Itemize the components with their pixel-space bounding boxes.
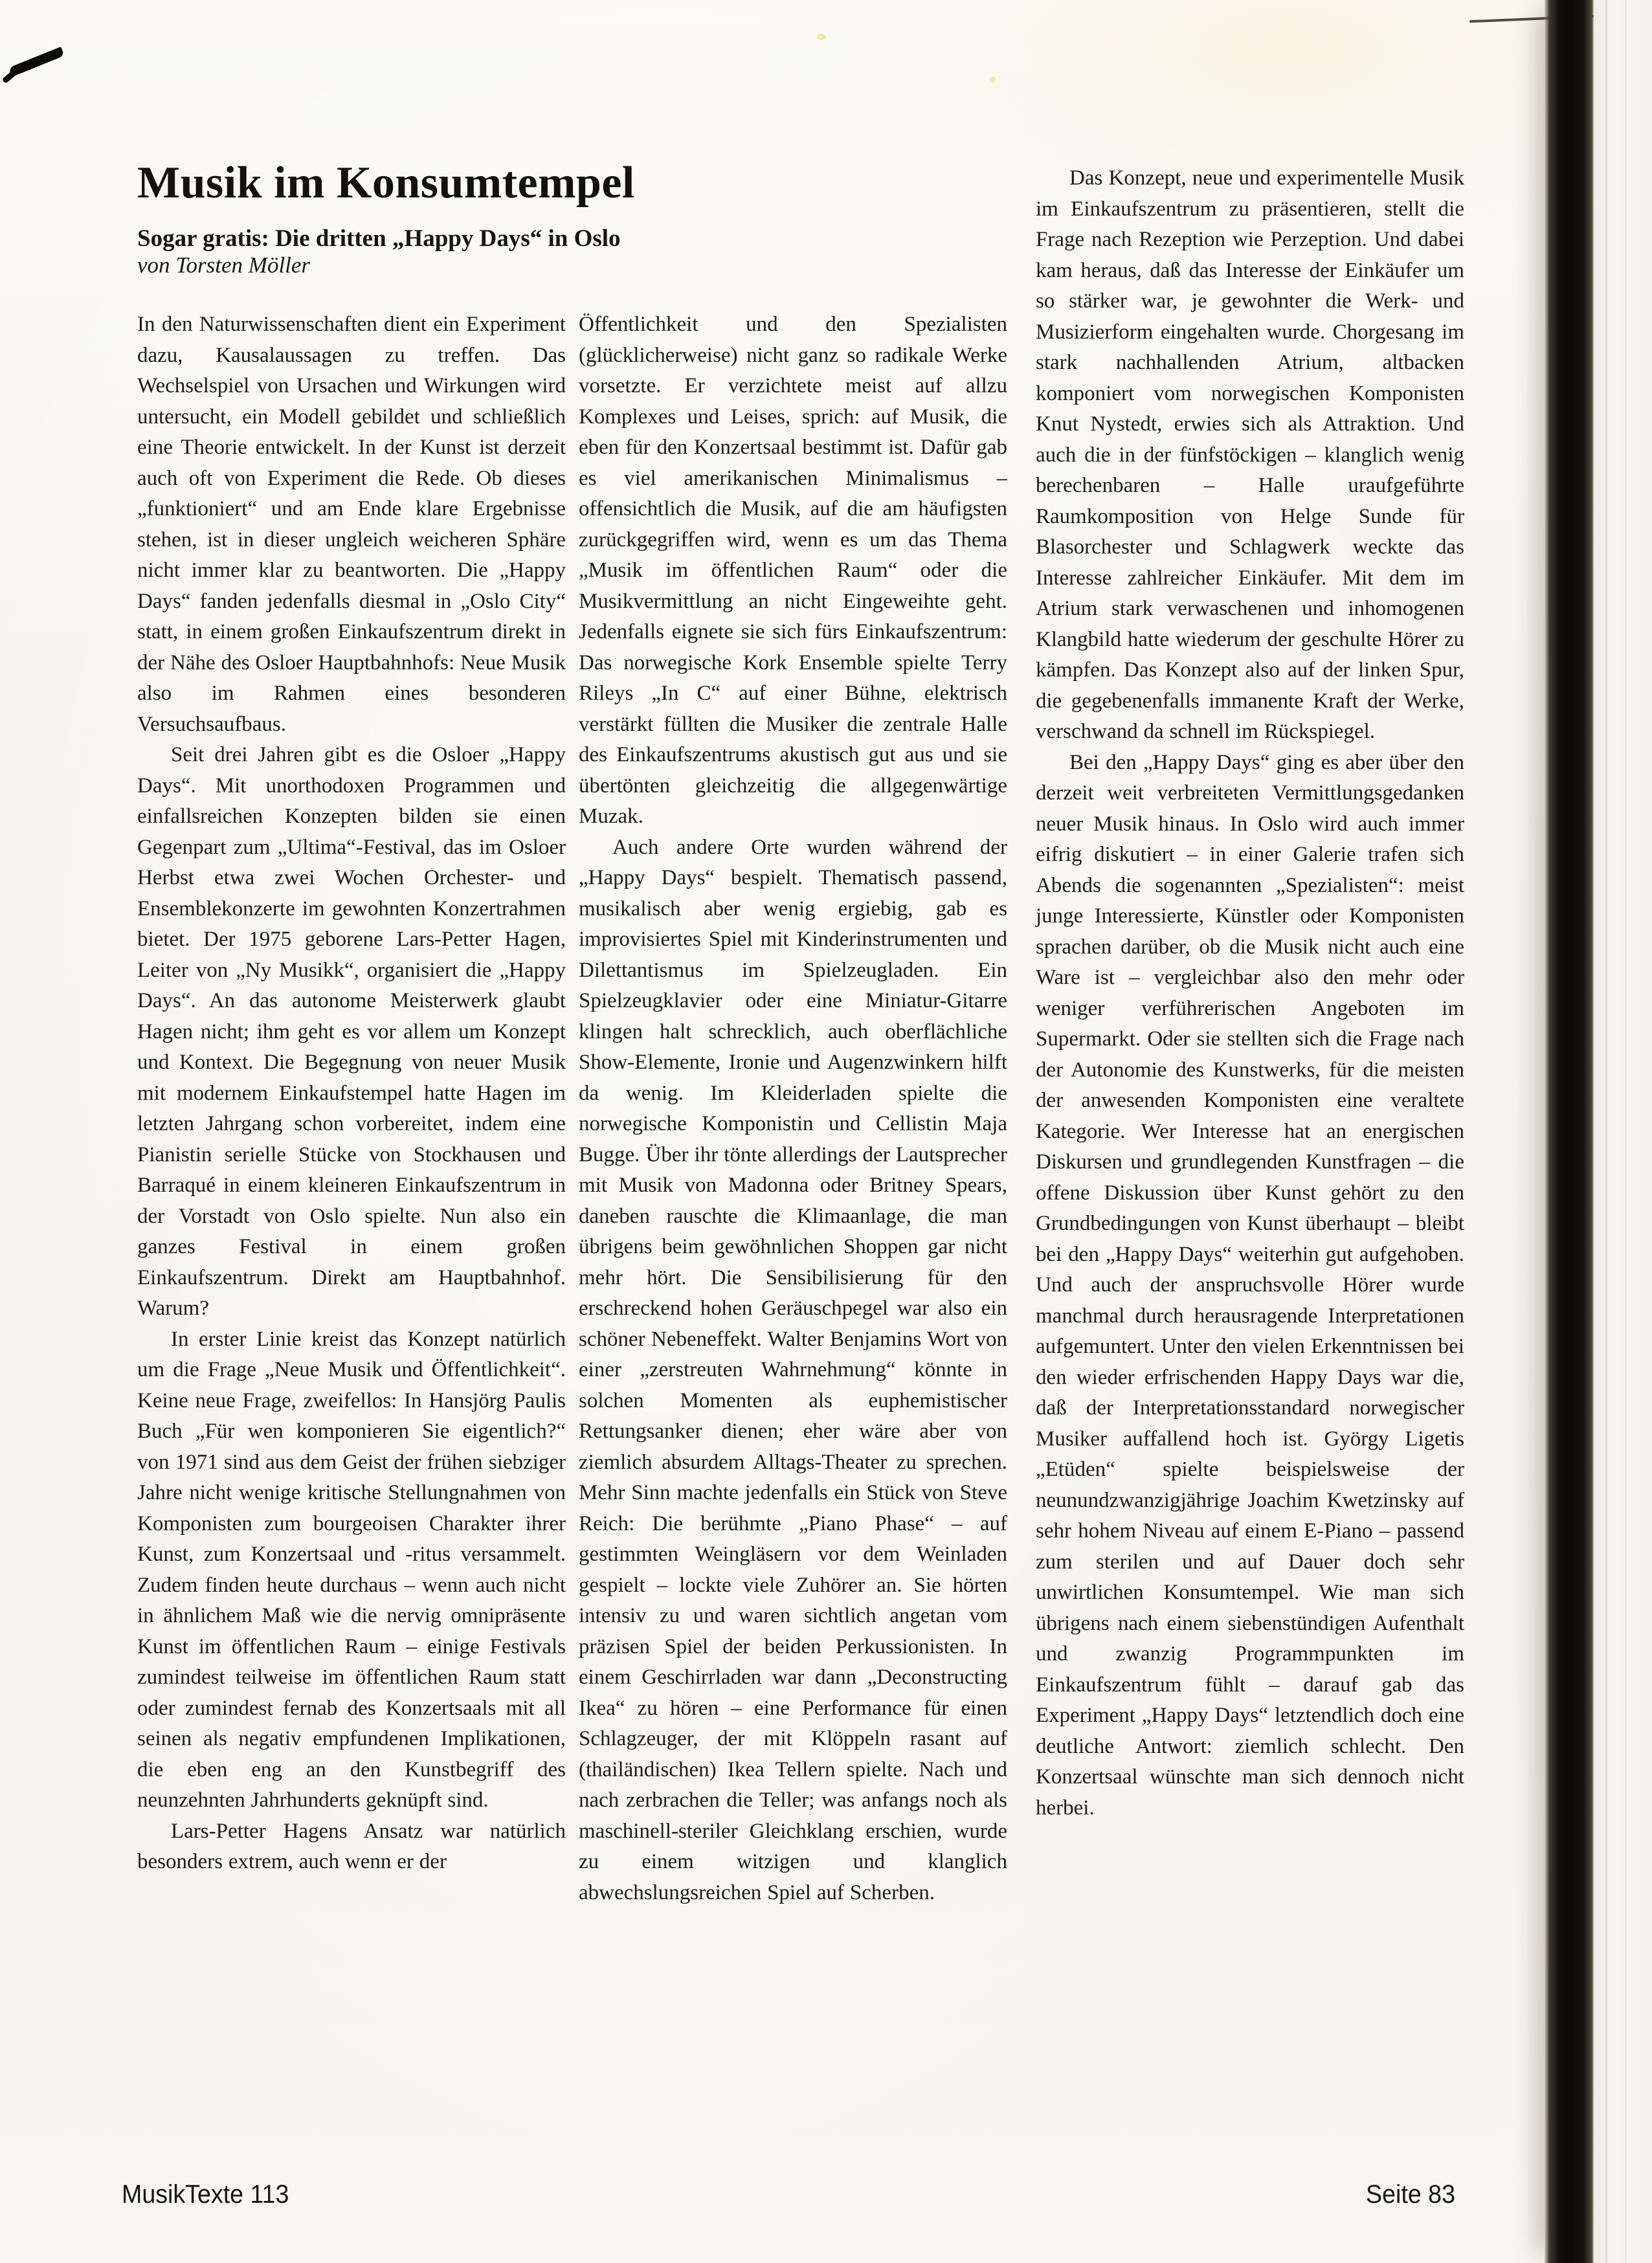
article-paragraph: Auch andere Orte wurden während der „Happy Days“ bespielt. Thematisch passend, musikalisch aber wenig ergiebig, gab es improvisiertes Spiel mit Kinderinstrumenten und Dilettantismus im Spielzeugladen. Ein Spielzeugklavier oder eine Miniatur-Gitarre klingen halt schrecklich, auch oberflächliche Show-Elemente, Ironie und Augenzwinkern hilft da wenig. Im Kleiderladen spielte die norwegische Komponistin und Cellistin Maja Bugge. Über ihr tönte allerdings der Lautsprecher mit Musik von Madonna oder Britney Spears, daneben rauschte die Klimaanlage, die man übrigens beim gewöhnlichen Shoppen gar nicht mehr hört. Die Sensibilisierung für den erschreckend hohen Geräuschpegel war also ein schöner Nebeneffekt. Walter Benjamins Wort von einer „zerstreuten Wahrnehmung“ könnte in solchen Momenten als euphemistischer Rettungsanker dienen; eher wäre aber von ziemlich absurdem Alltags-Theater zu sprechen. Mehr Sinn machte jedenfalls ein Stück von Steve Reich: Die berühmte „Piano Phase“ – auf gestimmten Weingläsern vor dem Weinladen gespielt – lockte viele Zuhörer an. Sie hörten intensiv zu und waren sichtlich angetan vom präzisen Spiel der beiden Perkussionisten. In einem Geschirrladen war dann „Deconstructing Ikea“ zu hören – eine Performance für einen Schlagzeuger, der mit Klöppeln rasant auf (thailändischen) Ikea Tellern spielte. Nach und nach zerbrachen die Teller; was anfangs noch als maschinell-steriler Gleichklang erschien, wurde zu einem witzigen und klanglich abwechslungsreichen Spiel auf Scherben.	[579, 835, 1007, 1904]
article-title: Musik im Konsumtempel	[137, 157, 635, 208]
journal-name: MusikTexte 113	[122, 2180, 289, 2209]
article-subtitle: Sogar gratis: Die dritten „Happy Days“ in Oslo	[137, 225, 621, 252]
text-column-1	[137, 309, 566, 1878]
article-paragraph: In erster Linie kreist das Konzept natürlich um die Frage „Neue Musik und Öffentlichkeit“. Keine neue Frage, zweifellos: In Hansjörg Paulis Buch „Für wen komponieren Sie eigentlich?“ von 1971 sind aus dem Geist der frühen siebziger Jahre nicht wenige kritische Stellungnahmen von Komponisten zum bourgeoisen Charakter ihrer Kunst, zum Konzertsaal und -ritus versammelt. Zudem finden heute durchaus – wenn auch nicht in ähnlichem Maß wie die nervig omnipräsente Kunst im öffentlichen Raum – einige Festivals zumindest teilweise im öffentlichen Raum statt oder zumindest fernab des Konzertsaals mit all seinen als negativ empfundenen Implikationen, die eben eng an den Kunstbegriff des neunzehnten Jahrhunderts geknüpft sind.	[137, 1327, 566, 1812]
scan-edge-crease	[1605, 0, 1607, 2263]
text-column-3	[1036, 163, 1464, 1823]
text-column-2	[579, 309, 1007, 1908]
article-paragraph: Öffentlichkeit und den Spezialisten (glücklicherweise) nicht ganz so radikale Werke vorsetzte. Er verzichtete meist auf allzu Komplexes und Leises, sprich: auf Musik, die eben für den Konzertsaal bestimmt ist. Dafür gab es viel amerikanischen Minimalismus – offensichtlich die Musik, auf die am häufigsten zurückgegriffen wird, wenn es um das Thema „Musik im öffentlichen Raum“ oder die Musikvermittlung an nicht Eingeweihte geht. Jedenfalls eignete sie sich fürs Einkaufszentrum: Das norwegische Kork Ensemble spielte Terry Rileys „In C“ auf einer Bühne, elektrisch verstärkt füllten die Musiker die zentrale Halle des Einkaufszentrums akustisch gut aus und sie übertönten gleichzeitig die allgegenwärtige Muzak.	[579, 313, 1007, 828]
article-author: von Torsten Möller	[137, 252, 311, 278]
scan-edge-crease	[1625, 0, 1627, 2263]
scan-speck	[817, 34, 826, 40]
scan-spine-shadow	[1545, 0, 1594, 2263]
page-number: Seite 83	[1366, 2180, 1455, 2209]
article-paragraph: Lars-Petter Hagens Ansatz war natürlich besonders extrem, auch wenn er der	[137, 1819, 566, 1873]
scan-page-edge	[1594, 0, 1652, 2263]
scan-speck	[989, 76, 996, 83]
article-paragraph: In den Naturwissenschaften dient ein Experiment dazu, Kausalaussagen zu treffen. Das Wechselspiel von Ursachen und Wirkungen wird untersucht, ein Modell gebildet und schließlich eine Theorie entwickelt. In der Kunst ist derzeit auch oft von Experiment die Rede. Ob dieses „funktioniert“ und am Ende klare Ergebnisse stehen, ist in dieser ungleich weicheren Sphäre nicht immer klar zu beantworten. Die „Happy Days“ fanden jedenfalls diesmal in „Oslo City“ statt, in einem großen Einkaufszentrum direkt in der Nähe des Osloer Hauptbahnhofs: Neue Musik also im Rahmen eines besonderen Versuchsaufbaus.	[137, 313, 566, 736]
article-paragraph: Bei den „Happy Days“ ging es aber über den derzeit weit verbreiteten Vermittlungsgedanken neuer Musik hinaus. In Oslo wird auch immer eifrig diskutiert – in einer Galerie trafen sich Abends die sogenannten „Spezialisten“: meist junge Interessierte, Künstler oder Komponisten sprachen darüber, ob die Musik nicht auch eine Ware ist – vergleichbar also den mehr oder weniger verführerischen Angeboten im Supermarkt. Oder sie stellten sich die Frage nach der Autonomie des Kunstwerks, für die meisten der anwesenden Komponisten eine veraltete Kategorie. Wer Interesse hat an energischen Diskursen und grundlegenden Kunstfragen – die offene Diskussion über Kunst gehört zu den Grundbedingungen von Kunst überhaupt – bleibt bei den „Happy Days“ weiterhin gut aufgehoben. Und auch der anspruchsvolle Hörer wurde manchmal durch herausragende Interpretationen aufgemuntert. Unter den vielen Erkenntnissen bei den wieder erfrischenden Happy Days war die, daß der Interpretationsstandard norwegischer Musiker auffallend hoch ist. György Ligetis „Etüden“ spielte beispielsweise der neunundzwanzigjährige Joachim Kwetzinsky auf sehr hohem Niveau auf einem E-Piano – passend zum sterilen und auf Dauer doch sehr unwirtlichen Konsumtempel. Wie man sich übrigens nach einem siebenstündigen Aufenthalt und zwanzig Programmpunkten im Einkaufszentrum fühlt – darauf gab das Experiment „Happy Days“ letztendlich doch eine deutliche Antwort: ziemlich schlecht. Den Konzertsaal wünschte man sich dennoch nicht herbei.	[1036, 750, 1464, 1820]
article-paragraph: Seit drei Jahren gibt es die Osloer „Happy Days“. Mit unorthodoxen Programmen und einfallsreichen Konzepten bilden sie einen Gegenpart zum „Ultima“-Festival, das im Osloer Herbst etwa zwei Wochen Orchester- und Ensemblekonzerte im gewohnten Konzertrahmen bietet. Der 1975 geborene Lars-Petter Hagen, Leiter von „Ny Musikk“, organisiert die „Happy Days“. An das autonome Meisterwerk glaubt Hagen nicht; ihm geht es vor allem um Konzept und Kontext. Die Begegnung von neuer Musik mit modernem Einkaufstempel hatte Hagen im letzten Jahrgang schon vorbereitet, indem eine Pianistin serielle Stücke von Stockhausen und Barraqué in einem kleineren Einkaufszentrum in der Vorstadt von Oslo spielte. Nun also ein ganzes Festival in einem großen Einkaufszentrum. Direkt am Hauptbahnhof. Warum?	[137, 743, 566, 1320]
article-paragraph: Das Konzept, neue und experimentelle Musik im Einkaufszentrum zu präsentieren, stellt die Frage nach Rezeption wie Perzeption. Und dabei kam heraus, daß das Interesse der Einkäufer um so stärker war, je gewohnter die Werk- und Musizierform eingehalten wurde. Chorgesang im stark nachhallenden Atrium, altbacken komponiert vom norwegischen Komponisten Knut Nystedt, erwies sich als Attraktion. Und auch die in der fünfstöckigen – klanglich wenig berechenbaren – Halle uraufgeführte Raumkomposition von Helge Sunde für Blasorchester und Schlagwerk weckte das Interesse zahlreicher Einkäufer. Mit dem im Atrium stark verwaschenen und inhomogenen Klangbild hatte wiederum der geschulte Hörer zu kämpfen. Das Konzept also auf der linken Spur, die gegebenenfalls immanente Kraft der Werke, verschwand da schnell im Rückspiegel.	[1036, 166, 1464, 743]
